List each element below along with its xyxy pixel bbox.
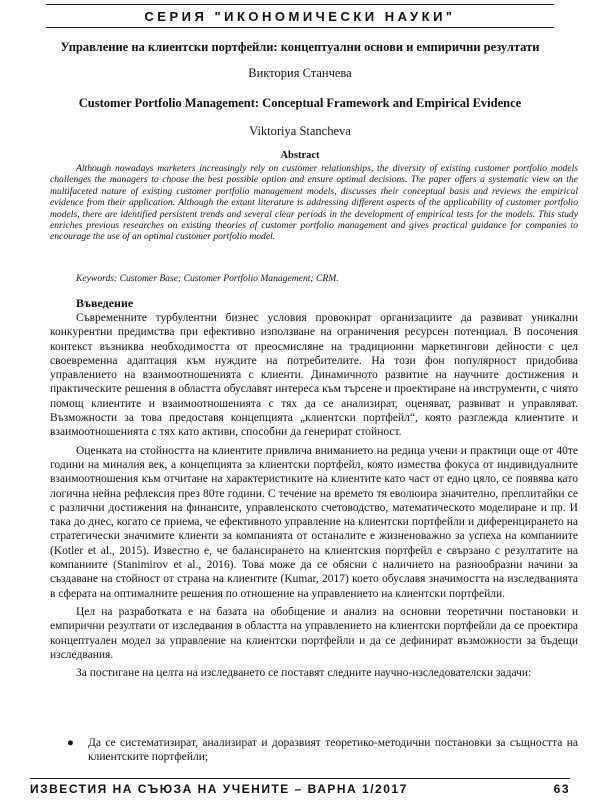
series-title: СЕРИЯ "ИКОНОМИЧЕСКИ НАУКИ"	[144, 8, 456, 24]
intro-paragraph-3: Цел на разработката е на базата на обобщение и анализ на основни теоретични постановки и емпирични резултати от изследвания в областта на управлението на клиентски портфейли да се проектира концептуален модел за управление на клиентски портфейли и да се дефинират възможности за бъдещи изследвания.	[50, 605, 578, 661]
author-name-bg: Виктория Станчева	[248, 66, 352, 80]
abstract-text: Although nowadays marketers increasingly rely on customer relationships, the diversity of existing customer portfolio models challenges the managers to choose the best possible option and ensure optimal decisions. The paper offers a systematic view on the multifaceted nature of existing customer portfolio management models, discusses their conceptual basis and reviews the empirical evidence from their application. Although the extant literature is addressing different aspects of the applicability of customer portfolio models, there are identified persistent trends and several clear periods in the development of empirical tests for the models. This study enriches previous researches on existing theories of customer portfolio management and gives practical guidance for companies to encourage the use of an optimal customer portfolio model.	[50, 163, 578, 243]
task-list-item-text: Да се систематизират, анализират и доразвият теоретико-методични постановки за същността на клиентските портфейли;	[88, 737, 578, 764]
keywords: Keywords: Customer Base; Customer Portfolio Management; CRM.	[76, 273, 339, 284]
intro-paragraph-1: Съвременните турбулентни бизнес условия провокират организациите да развиват уникални конкурентни предимства при ефективно използване на ограничения ресурсен потенциал. В посочения контекст възниква необходимостта от преосмисляне на традиционни маркетингови дейности с цел своевременна адаптация към нуждите на потребителите. На този фон популярност придобива управлението на взаимоотношенията с клиенти. Динамичното развитие на научните достижения и практическите решения в областта обуславят интереса към търсене и проектиране на инструменти, с чиято помощ клиентите и взаимоотношенията с тях да се анализират, оценяват, развиват и управляват. Възможности за това предоставя концепцията „клиентски портфейл“, която разглежда клиентите и взаимоотношенията с тях като активи, способни да генерират стойност.	[50, 312, 578, 439]
intro-paragraph-2: Оценката на стойността на клиентите привлича вниманието на редица учени и практици още от 40те години на миналия век, а концепцията за клиентски портфейл, която измества фокуса от индивидуалните взаимоотношения към отчитане на характеристиките на клиентите като част от едно цяло, се появява като логична нейна рефлексия през 80те години. С течение на времето тя еволюира значително, преплитайки се с различни достижения на финансите, управленското счетоводство, математическото моделиране и пр. И така до днес, когато се приема, че ефективното управление на клиентски портфейли и диференцирането на стратегически значимите клиенти за компанията от останалите е жизненоважно за успеха на компаниите (Kotler et al., 2015). Известно е, че балансирането на клиентския портфейл е свързано с резултатите на компаниите (Stanimirov et al., 2016). Това може да се обясни с наличието на разнообразни начини за създаване на стойност от страна на клиентите (Kumar, 2017) което обуславя значимостта на изследванията в сферата на оптималните решения по отношение на управлението на клиентски портфейли.	[50, 444, 578, 600]
intro-paragraph-4: За постигане на целта на изследването се поставят следните научно-изследователски задачи:	[76, 667, 532, 680]
page-footer	[30, 778, 570, 799]
article-title-en: Customer Portfolio Management: Conceptual Framework and Empirical Evidence	[78, 96, 522, 110]
author-name-en: Viktoriya Stancheva	[249, 124, 351, 138]
article-title-bg: Управление на клиентски портфейли: концептуални основи и емпирични резултати	[60, 40, 540, 54]
intro-heading: Въведение	[76, 296, 134, 310]
page-number: 63	[553, 782, 570, 796]
task-list-item	[50, 736, 578, 765]
abstract-heading: Abstract	[280, 150, 320, 161]
intro-body	[50, 311, 578, 684]
series-header	[46, 4, 554, 28]
journal-name: ИЗВЕСТИЯ НА СЪЮЗА НА УЧЕНИТЕ – ВАРНА 1/2017	[30, 782, 408, 796]
bullet-icon: ●	[67, 737, 74, 749]
